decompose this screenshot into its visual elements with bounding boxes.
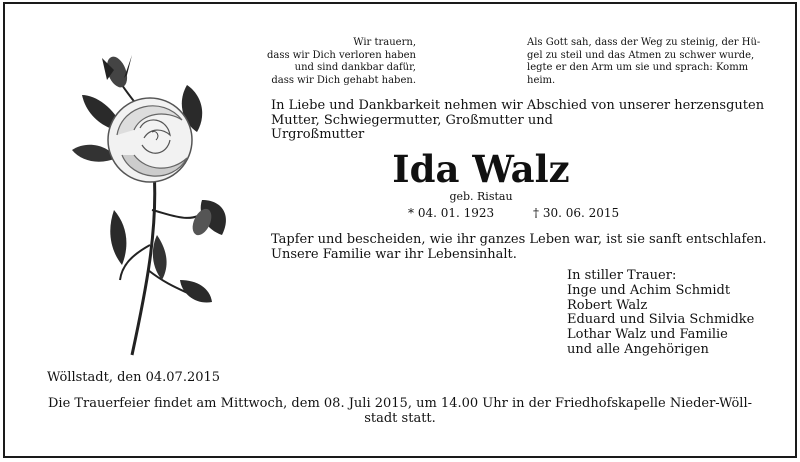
quote-left (266, 37, 416, 87)
place-date: Wöllstadt, den 04.07.2015 (47, 370, 221, 385)
quote-line: dass wir Dich gehabt haben. (271, 74, 416, 86)
intro-line: Urgroßmutter (271, 127, 365, 142)
death-date: † 30. 06. 2015 (533, 206, 620, 220)
quote-line: heim. (527, 74, 556, 86)
intro-line: In Liebe und Dankbarkeit nehmen wir Abschied von unserer herzensguten (271, 98, 765, 113)
quote-line: Wir trauern, (353, 37, 416, 48)
intro-text (271, 99, 791, 143)
quote-line: dass wir Dich verloren haben (266, 49, 416, 61)
tribute-line: Tapfer und bescheiden, wie ihr ganzes Leben war, ist sie sanft entschlafen. (271, 232, 767, 247)
mourner: Eduard und Silvia Schmidke (567, 312, 755, 328)
birth-date: * 04. 01. 1923 (408, 206, 495, 220)
quote-line: legte er den Arm um sie und sprach: Komm (527, 62, 749, 73)
mourner: und alle Angehörigen (567, 341, 709, 357)
mourners-heading: In stiller Trauer: (567, 268, 677, 283)
mourner: Inge und Achim Schmidt (567, 282, 731, 298)
funeral-notice (40, 396, 760, 426)
funeral-line: Die Trauerfeier findet am Mittwoch, dem 08. Juli 2015, um 14.00 Uhr in der Friedhofskapelle Nieder-Wöll- (47, 396, 752, 411)
quote-line: und sind dankbar dafür, (294, 62, 416, 73)
quote-line: gel zu steil und das Atmen zu schwer wurde, (527, 49, 755, 61)
intro-line: Mutter, Schwiegermutter, Großmutter und (271, 112, 553, 128)
mourners-list (567, 269, 787, 358)
quote-line: Als Gott sah, dass der Weg zu steinig, der Hü- (527, 37, 761, 48)
deceased-name: Ida Walz (392, 147, 570, 191)
tribute-text (271, 232, 791, 262)
mourner: Lothar Walz und Familie (567, 327, 728, 343)
funeral-line: stadt statt. (364, 411, 436, 426)
birth-name: geb. Ristau (449, 190, 513, 203)
tribute-line: Unsere Familie war ihr Lebensinhalt. (271, 247, 517, 262)
quote-right (527, 37, 771, 87)
mourner: Robert Walz (567, 297, 648, 313)
rose-illustration (62, 40, 242, 360)
